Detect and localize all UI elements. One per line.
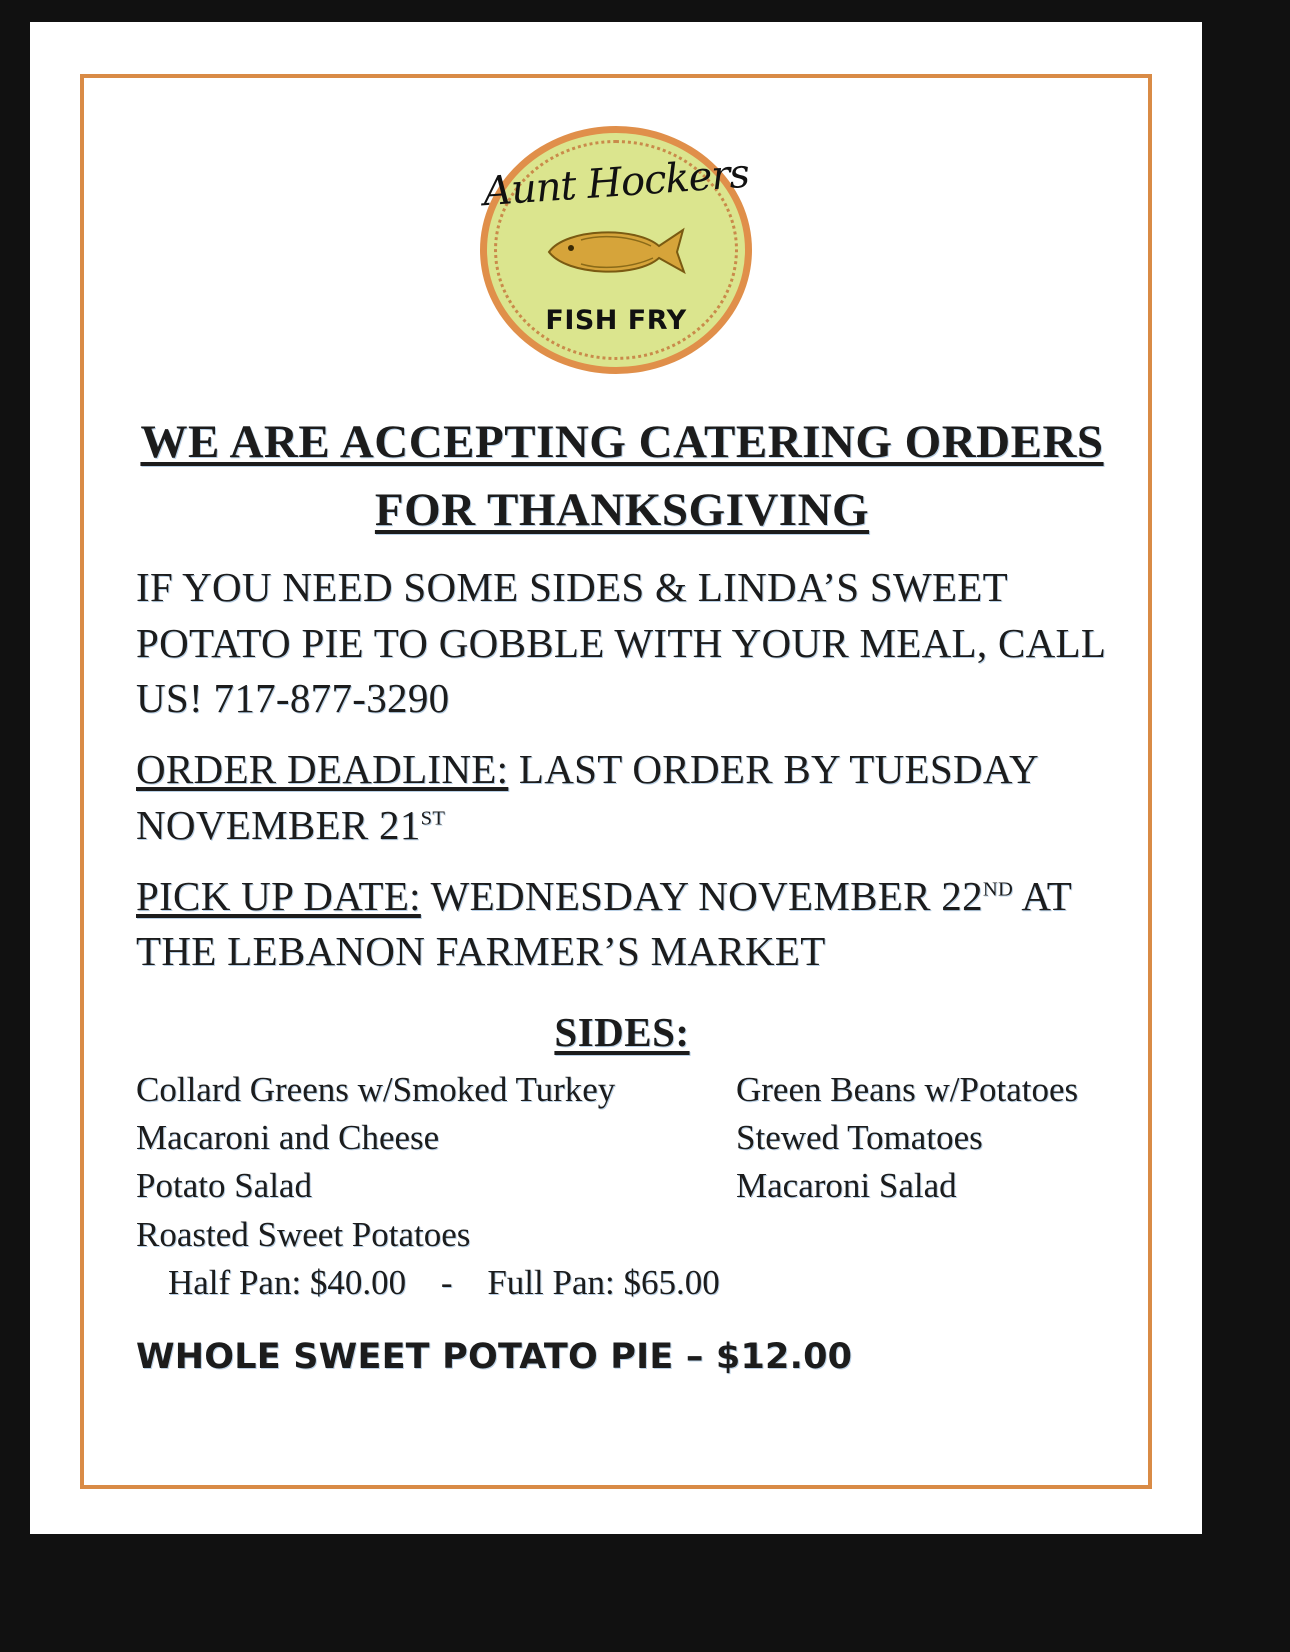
price-separator: - — [440, 1262, 453, 1302]
flyer-content — [84, 78, 1148, 1485]
full-pan-price: Full Pan: $65.00 — [487, 1262, 720, 1302]
flyer-border-frame — [80, 74, 1152, 1489]
fish-icon — [541, 222, 691, 280]
order-deadline-label: ORDER DEADLINE: — [136, 746, 509, 793]
list-item: Collard Greens w/Smoked Turkey — [136, 1069, 616, 1109]
pan-pricing — [136, 1263, 1108, 1303]
half-pan-price: Half Pan: $40.00 — [168, 1262, 407, 1302]
order-deadline-ordinal: ST — [420, 807, 446, 829]
pick-up-label: PICK UP DATE: — [136, 873, 421, 919]
pick-up-location: AT THE LEBANON FARMER’S MARKET — [136, 873, 1072, 975]
pick-up-line — [136, 869, 1108, 980]
sides-column-right — [736, 1066, 1108, 1259]
list-item: Potato Salad — [136, 1166, 312, 1206]
flyer-page — [30, 22, 1202, 1534]
intro-paragraph: IF YOU NEED SOME SIDES & LINDA’S SWEET POTATO PIE TO GOBBLE WITH YOUR MEAL, CALL US! 717-877-3290 — [136, 564, 1105, 721]
pick-up-ordinal: ND — [982, 878, 1014, 901]
logo-script-name: Aunt Hockers — [481, 150, 751, 216]
sides-column-left — [136, 1066, 736, 1259]
list-item: Stewed Tomatoes — [736, 1117, 983, 1157]
sides-heading: SIDES: — [554, 1008, 690, 1055]
page-title: WE ARE ACCEPTING CATERING ORDERS FOR THANKSGIVING — [140, 416, 1104, 537]
pie-price-line: WHOLE SWEET POTATO PIE – $12.00 — [136, 1336, 853, 1377]
logo — [480, 126, 752, 374]
sides-list — [136, 1066, 1108, 1259]
list-item: Macaroni and Cheese — [136, 1117, 440, 1157]
list-item: Macaroni Salad — [736, 1166, 957, 1206]
flyer-body — [136, 408, 1108, 1377]
pick-up-date: WEDNESDAY NOVEMBER 22 — [430, 873, 983, 919]
order-deadline-value: LAST ORDER BY TUESDAY NOVEMBER 21 — [136, 746, 1038, 848]
list-item: Green Beans w/Potatoes — [736, 1069, 1079, 1109]
logo-tagline: FISH FRY — [545, 305, 687, 336]
list-item: Roasted Sweet Potatoes — [136, 1214, 471, 1254]
order-deadline-line — [136, 742, 1108, 853]
